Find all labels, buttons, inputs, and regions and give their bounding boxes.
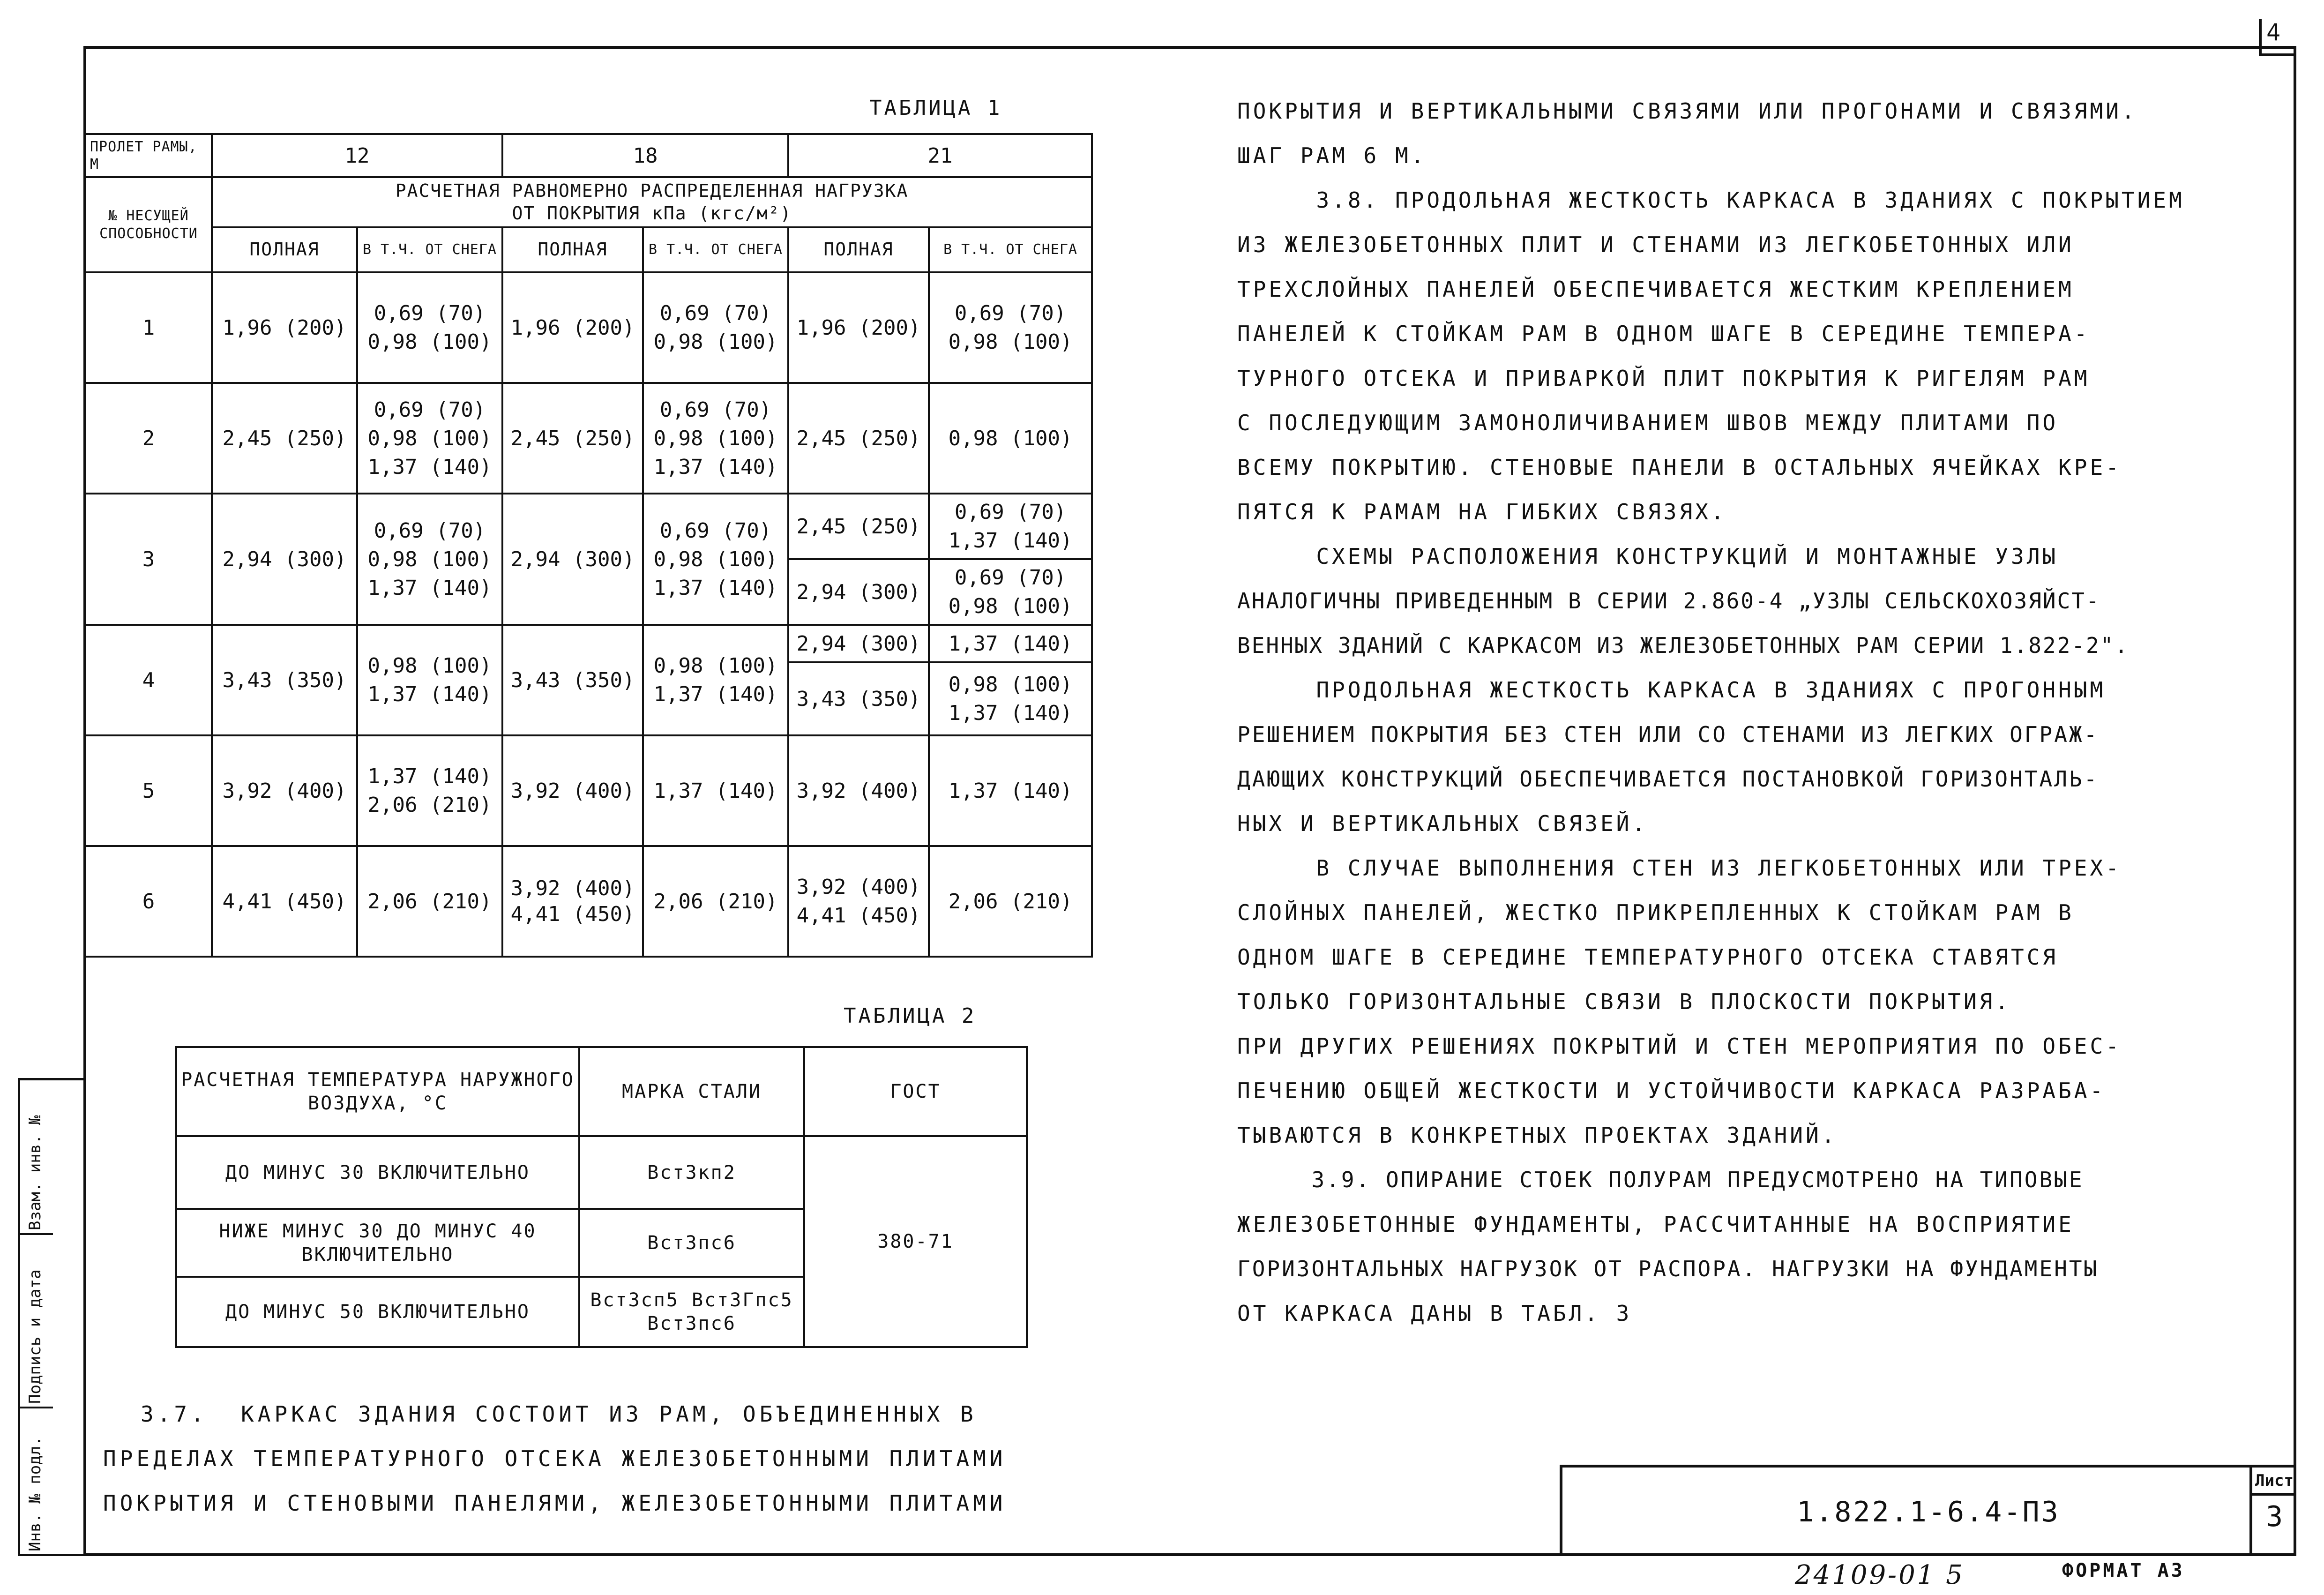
snow-12 [357, 272, 502, 383]
snow-value: 0,69 (70) [374, 397, 486, 422]
full-18: 1,96 (200) [502, 272, 643, 383]
full-21 [788, 846, 929, 957]
row-number: 5 [85, 735, 212, 846]
full-18: 3,43 (350) [502, 625, 643, 735]
full-12: 3,43 (350) [212, 625, 357, 735]
full-12: 2,94 (300) [212, 494, 357, 625]
snow-value: 0,69 (70) [374, 301, 486, 325]
row-number: 4 [85, 625, 212, 735]
full-21: 2,94 (300) [788, 625, 929, 662]
table-row [85, 494, 1092, 559]
text-line: РЕШЕНИЕМ ПОКРЫТИЯ БЕЗ СТЕН ИЛИ СО СТЕНАМИ ИЗ ЛЕГКИХ ОГРАЖ- [1237, 722, 2099, 747]
inventory-number: 24109-01 5 [1795, 1560, 1965, 1590]
snow-18 [643, 383, 788, 494]
snow-value: 0,69 (70) [954, 500, 1067, 524]
snow-value: 0,98 (100) [367, 330, 492, 354]
snow-value: 0,98 (100) [367, 426, 492, 450]
text-line: ЖЕЛЕЗОБЕТОННЫЕ ФУНДАМЕНТЫ, РАССЧИТАННЫЕ НА ВОСПРИЯТИЕ [1237, 1212, 2074, 1237]
snow-21 [929, 383, 1092, 494]
full-21: 3,43 (350) [788, 662, 929, 735]
t2-steel: Вст3пс6 [579, 1209, 804, 1277]
text-line: НЫХ И ВЕРТИКАЛЬНЫХ СВЯЗЕЙ. [1237, 811, 1648, 836]
snow-value: 0,98 (100) [653, 547, 778, 571]
full-21: 1,96 (200) [788, 272, 929, 383]
snow-18 [643, 735, 788, 846]
table1 [84, 133, 1093, 958]
snow-value: 0,98 (100) [948, 673, 1073, 696]
t2-steel-header: МАРКА СТАЛИ [579, 1047, 804, 1136]
snow-12 [357, 494, 502, 625]
text-line: ИЗ ЖЕЛЕЗОБЕТОННЫХ ПЛИТ И СТЕНАМИ ИЗ ЛЕГКОБЕТОННЫХ ИЛИ [1237, 232, 2074, 257]
full-value: 4,41 (450) [796, 904, 921, 928]
text-line: ВЕННЫХ ЗДАНИЙ С КАРКАСОМ ИЗ ЖЕЛЕЗОБЕТОННЫХ РАМ СЕРИИ 1.822-2". [1237, 633, 2130, 658]
snow-value: 1,37 (140) [948, 779, 1073, 803]
snow-header-18: В Т.Ч. ОТ СНЕГА [643, 227, 788, 272]
text-line: ПАНЕЛЕЙ К СТОЙКАМ РАМ В ОДНОМ ШАГЕ В СЕРЕДИНЕ ТЕМПЕРА- [1237, 321, 2090, 346]
snow-12 [357, 735, 502, 846]
snow-header-21: В Т.Ч. ОТ СНЕГА [929, 227, 1092, 272]
snow-value: 1,37 (140) [653, 576, 778, 600]
sheet-number: 3 [2265, 1500, 2283, 1533]
snow-value: 1,37 (140) [367, 682, 492, 706]
snow-value: 0,98 (100) [948, 330, 1073, 354]
table-row [85, 735, 1092, 846]
text-line: ПЯТСЯ К РАМАМ НА ГИБКИХ СВЯЗЯХ. [1237, 499, 1727, 524]
side-cell-podpis [20, 1235, 53, 1408]
snow-18 [643, 625, 788, 735]
full-21: 2,45 (250) [788, 494, 929, 559]
snow-value: 0,98 (100) [653, 654, 778, 678]
t2-temp: ДО МИНУС 30 ВКЛЮЧИТЕЛЬНО [176, 1136, 579, 1209]
text-line: ШАГ РАМ 6 М. [1237, 143, 1427, 168]
snow-value: 1,37 (140) [948, 701, 1073, 725]
snow-value: 1,37 (140) [653, 779, 778, 803]
full-12: 2,45 (250) [212, 383, 357, 494]
snow-value: 0,69 (70) [659, 518, 772, 543]
side-stamp [18, 1078, 83, 1556]
t2-gost-header: ГОСТ [804, 1047, 1027, 1136]
text-line: АНАЛОГИЧНЫ ПРИВЕДЕННЫМ В СЕРИИ 2.860-4 „УЗЛЫ СЕЛЬСКОХОЗЯЙСТ- [1237, 588, 2100, 614]
format-label: ФОРМАТ А3 [2062, 1560, 2185, 1581]
text-line: ОДНОМ ШАГЕ В СЕРЕДИНЕ ТЕМПЕРАТУРНОГО ОТСЕКА СТАВЯТСЯ [1237, 944, 2059, 970]
snow-12 [357, 846, 502, 957]
snow-value: 0,69 (70) [659, 397, 772, 422]
full-21: 2,94 (300) [788, 559, 929, 625]
text-line: ВСЕМУ ПОКРЫТИЮ. СТЕНОВЫЕ ПАНЕЛИ В ОСТАЛЬНЫХ ЯЧЕЙКАХ КРЕ- [1237, 455, 2122, 480]
snow-value: 2,06 (210) [367, 889, 492, 914]
snow-value: 2,06 (210) [948, 889, 1073, 914]
text-line: В СЛУЧАЕ ВЫПОЛНЕНИЯ СТЕН ИЗ ЛЕГКОБЕТОННЫХ ИЛИ ТРЕХ- [1237, 855, 2122, 881]
snow-value: 0,98 (100) [367, 547, 492, 571]
full-12: 4,41 (450) [212, 846, 357, 957]
snow-21 [929, 846, 1092, 957]
snow-21 [929, 272, 1092, 383]
snow-21 [929, 662, 1092, 735]
snow-12 [357, 383, 502, 494]
text-line: СХЕМЫ РАСПОЛОЖЕНИЯ КОНСТРУКЦИЙ И МОНТАЖНЫЕ УЗЛЫ [1237, 544, 2059, 569]
full-12: 1,96 (200) [212, 272, 357, 383]
span-18: 18 [502, 134, 788, 177]
snow-value: 1,37 (140) [948, 529, 1073, 553]
table1-caption: ТАБЛИЦА 1 [869, 96, 1002, 120]
row-number: 2 [85, 383, 212, 494]
snow-21 [929, 559, 1092, 625]
snow-value: 0,69 (70) [659, 301, 772, 325]
full-18: 2,94 (300) [502, 494, 643, 625]
snow-value: 0,98 (100) [653, 330, 778, 354]
t2-temp-header: РАСЧЕТНАЯ ТЕМПЕРАТУРА НАРУЖНОГО ВОЗДУХА, °С [176, 1047, 579, 1136]
text-line: 3.8. ПРОДОЛЬНАЯ ЖЕСТКОСТЬ КАРКАСА В ЗДАНИЯХ С ПОКРЫТИЕМ [1237, 187, 2185, 213]
snow-value: 1,37 (140) [653, 682, 778, 706]
t2-steel: Вст3сп5 Вст3Гпс5 Вст3пс6 [579, 1277, 804, 1347]
side-podpis-data: Подпись и дата [26, 1269, 45, 1404]
row-number: 3 [85, 494, 212, 625]
title-block [1560, 1465, 2296, 1556]
t2-steel: Вст3кп2 [579, 1136, 804, 1209]
sheet-box [2249, 1468, 2296, 1556]
side-cell-inv [20, 1408, 53, 1556]
table-row [85, 383, 1092, 494]
text-line: ОТ КАРКАСА ДАНЫ В ТАБЛ. 3 [1237, 1301, 1632, 1326]
text-line: ПРЕДЕЛАХ ТЕМПЕРАТУРНОГО ОТСЕКА ЖЕЛЕЗОБЕТОННЫМИ ПЛИТАМИ [103, 1446, 1007, 1471]
text-line: ТОЛЬКО ГОРИЗОНТАЛЬНЫЕ СВЯЗИ В ПЛОСКОСТИ ПОКРЫТИЯ. [1237, 989, 2011, 1014]
right-column [1237, 89, 2185, 1336]
text-line: ПОКРЫТИЯ И СТЕНОВЫМИ ПАНЕЛЯМИ, ЖЕЛЕЗОБЕТОННЫМИ ПЛИТАМИ [103, 1490, 1007, 1516]
span-21: 21 [788, 134, 1092, 177]
text-line: ТУРНОГО ОТСЕКА И ПРИВАРКОЙ ПЛИТ ПОКРЫТИЯ К РИГЕЛЯМ РАМ [1237, 366, 2090, 391]
snow-value: 0,98 (100) [948, 594, 1073, 618]
table-row [85, 272, 1092, 383]
snow-value: 0,98 (100) [948, 426, 1073, 450]
table-row [85, 625, 1092, 662]
text-line: ПРИ ДРУГИХ РЕШЕНИЯХ ПОКРЫТИЙ И СТЕН МЕРОПРИЯТИЯ ПО ОБЕС- [1237, 1033, 2122, 1059]
full-header-21: ПОЛНАЯ [788, 227, 929, 272]
sheet-label: Лист [2252, 1468, 2296, 1496]
snow-18 [643, 494, 788, 625]
text-line: СЛОЙНЫХ ПАНЕЛЕЙ, ЖЕСТКО ПРИКРЕПЛЕННЫХ К СТОЙКАМ РАМ В [1237, 900, 2074, 925]
doc-code: 1.822.1-6.4-ПЗ [1797, 1496, 2060, 1528]
side-vzam-inv: Взам. инв. № [26, 1115, 45, 1230]
snow-12 [357, 625, 502, 735]
full-12: 3,92 (400) [212, 735, 357, 846]
text-line: 3.9. ОПИРАНИЕ СТОЕК ПОЛУРАМ ПРЕДУСМОТРЕНО НА ТИПОВЫЕ [1237, 1167, 2084, 1192]
snow-value: 2,06 (210) [653, 889, 778, 914]
t2-temp: НИЖЕ МИНУС 30 ДО МИНУС 40 ВКЛЮЧИТЕЛЬНО [176, 1209, 579, 1277]
text-line: ТЫВАЮТСЯ В КОНКРЕТНЫХ ПРОЕКТАХ ЗДАНИЙ. [1237, 1123, 1838, 1148]
text-line: ДАЮЩИХ КОНСТРУКЦИЙ ОБЕСПЕЧИВАЕТСЯ ПОСТАНОВКОЙ ГОРИЗОНТАЛЬ- [1237, 766, 2099, 792]
snow-value: 0,69 (70) [374, 518, 486, 543]
snow-value: 1,37 (140) [948, 631, 1073, 656]
snow-21 [929, 494, 1092, 559]
text-line: ТРЕХСЛОЙНЫХ ПАНЕЛЕЙ ОБЕСПЕЧИВАЕТСЯ ЖЕСТКИМ КРЕПЛЕНИЕМ [1237, 277, 2074, 302]
row-number: 6 [85, 846, 212, 957]
table-row [85, 846, 1092, 957]
load-header-line1: РАСЧЕТНАЯ РАВНОМЕРНО РАСПРЕДЕЛЕННАЯ НАГРУЗКА [395, 180, 909, 201]
table-row [176, 1136, 1027, 1209]
snow-value: 0,98 (100) [367, 654, 492, 678]
snow-value: 2,06 (210) [367, 793, 492, 817]
side-inv-podl: Инв. № подл. [26, 1436, 45, 1551]
table2-caption: ТАБЛИЦА 2 [844, 1004, 977, 1028]
full-header-12: ПОЛНАЯ [212, 227, 357, 272]
snow-value: 1,37 (140) [367, 455, 492, 479]
snow-18 [643, 846, 788, 957]
snow-value: 0,69 (70) [954, 566, 1067, 590]
side-cell-vzam [20, 1080, 53, 1235]
span-12: 12 [212, 134, 502, 177]
load-header [212, 177, 1092, 227]
text-line: ПОКРЫТИЯ И ВЕРТИКАЛЬНЫМИ СВЯЗЯМИ ИЛИ ПРОГОНАМИ И СВЯЗЯМИ. [1237, 98, 2137, 124]
snow-value: 0,69 (70) [954, 301, 1067, 325]
row-number: 1 [85, 272, 212, 383]
full-value: 3,92 (400) [796, 875, 921, 899]
full-18: 2,45 (250) [502, 383, 643, 494]
snow-18 [643, 272, 788, 383]
t2-gost: 380-71 [804, 1136, 1027, 1347]
snow-value: 1,37 (140) [367, 576, 492, 600]
t2-temp: ДО МИНУС 50 ВКЛЮЧИТЕЛЬНО [176, 1277, 579, 1347]
full-18: 3,92 (400) 4,41 (450) [502, 846, 643, 957]
snow-value: 1,37 (140) [653, 455, 778, 479]
text-line: ГОРИЗОНТАЛЬНЫХ НАГРУЗОК ОТ РАСПОРА. НАГРУЗКИ НА ФУНДАМЕНТЫ [1237, 1256, 2099, 1281]
full-18: 3,92 (400) [502, 735, 643, 846]
left-paragraph [103, 1392, 1007, 1526]
text-line: 3.7. КАРКАС ЗДАНИЯ СОСТОИТ ИЗ РАМ, ОБЪЕДИНЕННЫХ В [141, 1401, 977, 1427]
corner-mark: 4 [2266, 19, 2281, 46]
snow-value: 0,98 (100) [653, 426, 778, 450]
snow-value: 1,37 (140) [367, 764, 492, 788]
full-header-18: ПОЛНАЯ [502, 227, 643, 272]
text-line: ПРОДОЛЬНАЯ ЖЕСТКОСТЬ КАРКАСА В ЗДАНИЯХ С ПРОГОННЫМ [1237, 677, 2106, 703]
text-line: С ПОСЛЕДУЮЩИМ ЗАМОНОЛИЧИВАНИЕМ ШВОВ МЕЖДУ ПЛИТАМИ ПО [1237, 410, 2059, 435]
load-header-line2: ОТ ПОКРЫТИЯ кПа (кгс/м²) [512, 202, 792, 224]
span-label: ПРОЛЕТ РАМЫ, М [85, 134, 212, 177]
snow-21 [929, 625, 1092, 662]
full-21: 2,45 (250) [788, 383, 929, 494]
snow-21 [929, 735, 1092, 846]
text-line: ПЕЧЕНИЮ ОБЩЕЙ ЖЕСТКОСТИ И УСТОЙЧИВОСТИ КАРКАСА РАЗРАБА- [1237, 1078, 2106, 1103]
row-header: № НЕСУЩЕЙ СПОСОБНОСТИ [85, 177, 212, 272]
table2 [175, 1046, 1028, 1348]
full-21: 3,92 (400) [788, 735, 929, 846]
snow-header-12: В Т.Ч. ОТ СНЕГА [357, 227, 502, 272]
